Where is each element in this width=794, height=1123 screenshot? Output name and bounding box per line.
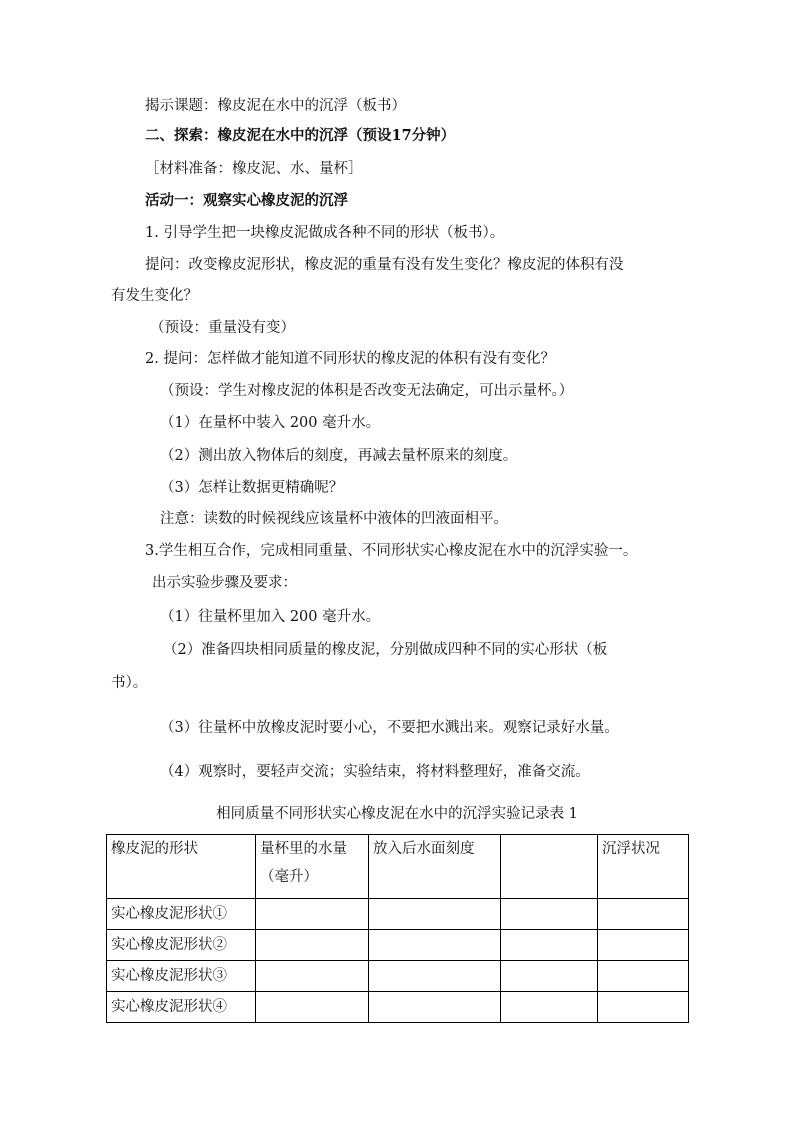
table-cell (369, 899, 501, 930)
record-table (106, 834, 689, 1023)
row-label: 实心橡皮泥形状① (107, 899, 256, 930)
table-cell (256, 930, 369, 961)
req-2-line: （2）准备四块相同质量的橡皮泥，分别做成四种不同的实心形状（板 (163, 642, 608, 658)
table-cell (501, 899, 598, 930)
header-shape: 橡皮泥的形状 (107, 835, 256, 899)
req-1-line: （1）往量杯里加入 200 毫升水。 (160, 609, 381, 625)
header-water-level-after: 放入后水面刻度 (369, 835, 501, 899)
table-row (107, 899, 689, 930)
materials-line: ［材料准备：橡皮泥、水、量杯］ (145, 161, 363, 177)
question-line-1: 提问：改变橡皮泥形状，橡皮泥的重量有没有发生变化？橡皮泥的体积有没 (145, 257, 624, 273)
header-water-volume-label: 量杯里的水量 (260, 841, 347, 857)
header-float-sink: 沉浮状况 (598, 835, 689, 899)
substep-3-line: （3）怎样让数据更精确呢？ (160, 480, 344, 496)
step-1-line: 1. 引导学生把一块橡皮泥做成各种不同的形状（板书）。 (145, 225, 505, 241)
preset-weight-line: （预设：重量没有变） (150, 320, 295, 336)
row-label: 实心橡皮泥形状④ (107, 992, 256, 1023)
table-cell (369, 930, 501, 961)
table-row (107, 961, 689, 992)
substep-1-line: （1）在量杯中装入 200 毫升水。 (160, 415, 381, 431)
table-cell (256, 961, 369, 992)
table-cell (256, 992, 369, 1023)
req-2-cont-line: 书）。 (111, 675, 148, 691)
table-cell (501, 930, 598, 961)
row-label: 实心橡皮泥形状② (107, 930, 256, 961)
req-3-line: （3）往量杯中放橡皮泥时要小心，不要把水溅出来。观察记录好水量。 (160, 720, 619, 736)
table-cell (598, 992, 689, 1023)
question-line-2: 有发生变化？ (111, 288, 198, 304)
table-header-row (107, 835, 689, 899)
row-label: 实心橡皮泥形状③ (107, 961, 256, 992)
step-3-line: 3.学生相互合作，完成相同重量、不同形状实心橡皮泥在水中的沉浮实验一。 (145, 543, 638, 559)
note-line: 注意：读数的时候视线应该量杯中液体的凹液面相平。 (160, 511, 508, 527)
table-cell (369, 961, 501, 992)
header-water-volume (256, 835, 369, 899)
table-cell (598, 899, 689, 930)
table-row (107, 930, 689, 961)
table-cell (598, 961, 689, 992)
step-2-line: 2. 提问：怎样做才能知道不同形状的橡皮泥的体积有没有变化？ (145, 351, 555, 367)
preset-volume-line: （预设：学生对橡皮泥的体积是否改变无法确定，可出示量杯。） (160, 383, 574, 399)
section-heading-explore: 二、探索：橡皮泥在水中的沉浮（预设17分钟） (145, 127, 456, 144)
table-cell (598, 930, 689, 961)
table-cell (369, 992, 501, 1023)
table-cell (256, 899, 369, 930)
table-caption: 相同质量不同形状实心橡皮泥在水中的沉浮实验记录表 1 (216, 806, 578, 822)
header-blank (501, 835, 598, 899)
substep-2-line: （2）测出放入物体后的刻度，再减去量杯原来的刻度。 (160, 448, 518, 464)
lesson-topic-line: 揭示课题：橡皮泥在水中的沉浮（板书） (145, 98, 406, 114)
show-steps-line: 出示实验步骤及要求： (152, 575, 297, 591)
header-water-volume-unit: （毫升） (260, 869, 318, 885)
table-cell (501, 992, 598, 1023)
table-cell (501, 961, 598, 992)
activity-one-heading: 活动一：观察实心橡皮泥的沉浮 (145, 192, 348, 209)
req-4-line: （4）观察时，要轻声交流；实验结束，将材料整理好，准备交流。 (160, 764, 590, 780)
table-row (107, 992, 689, 1023)
